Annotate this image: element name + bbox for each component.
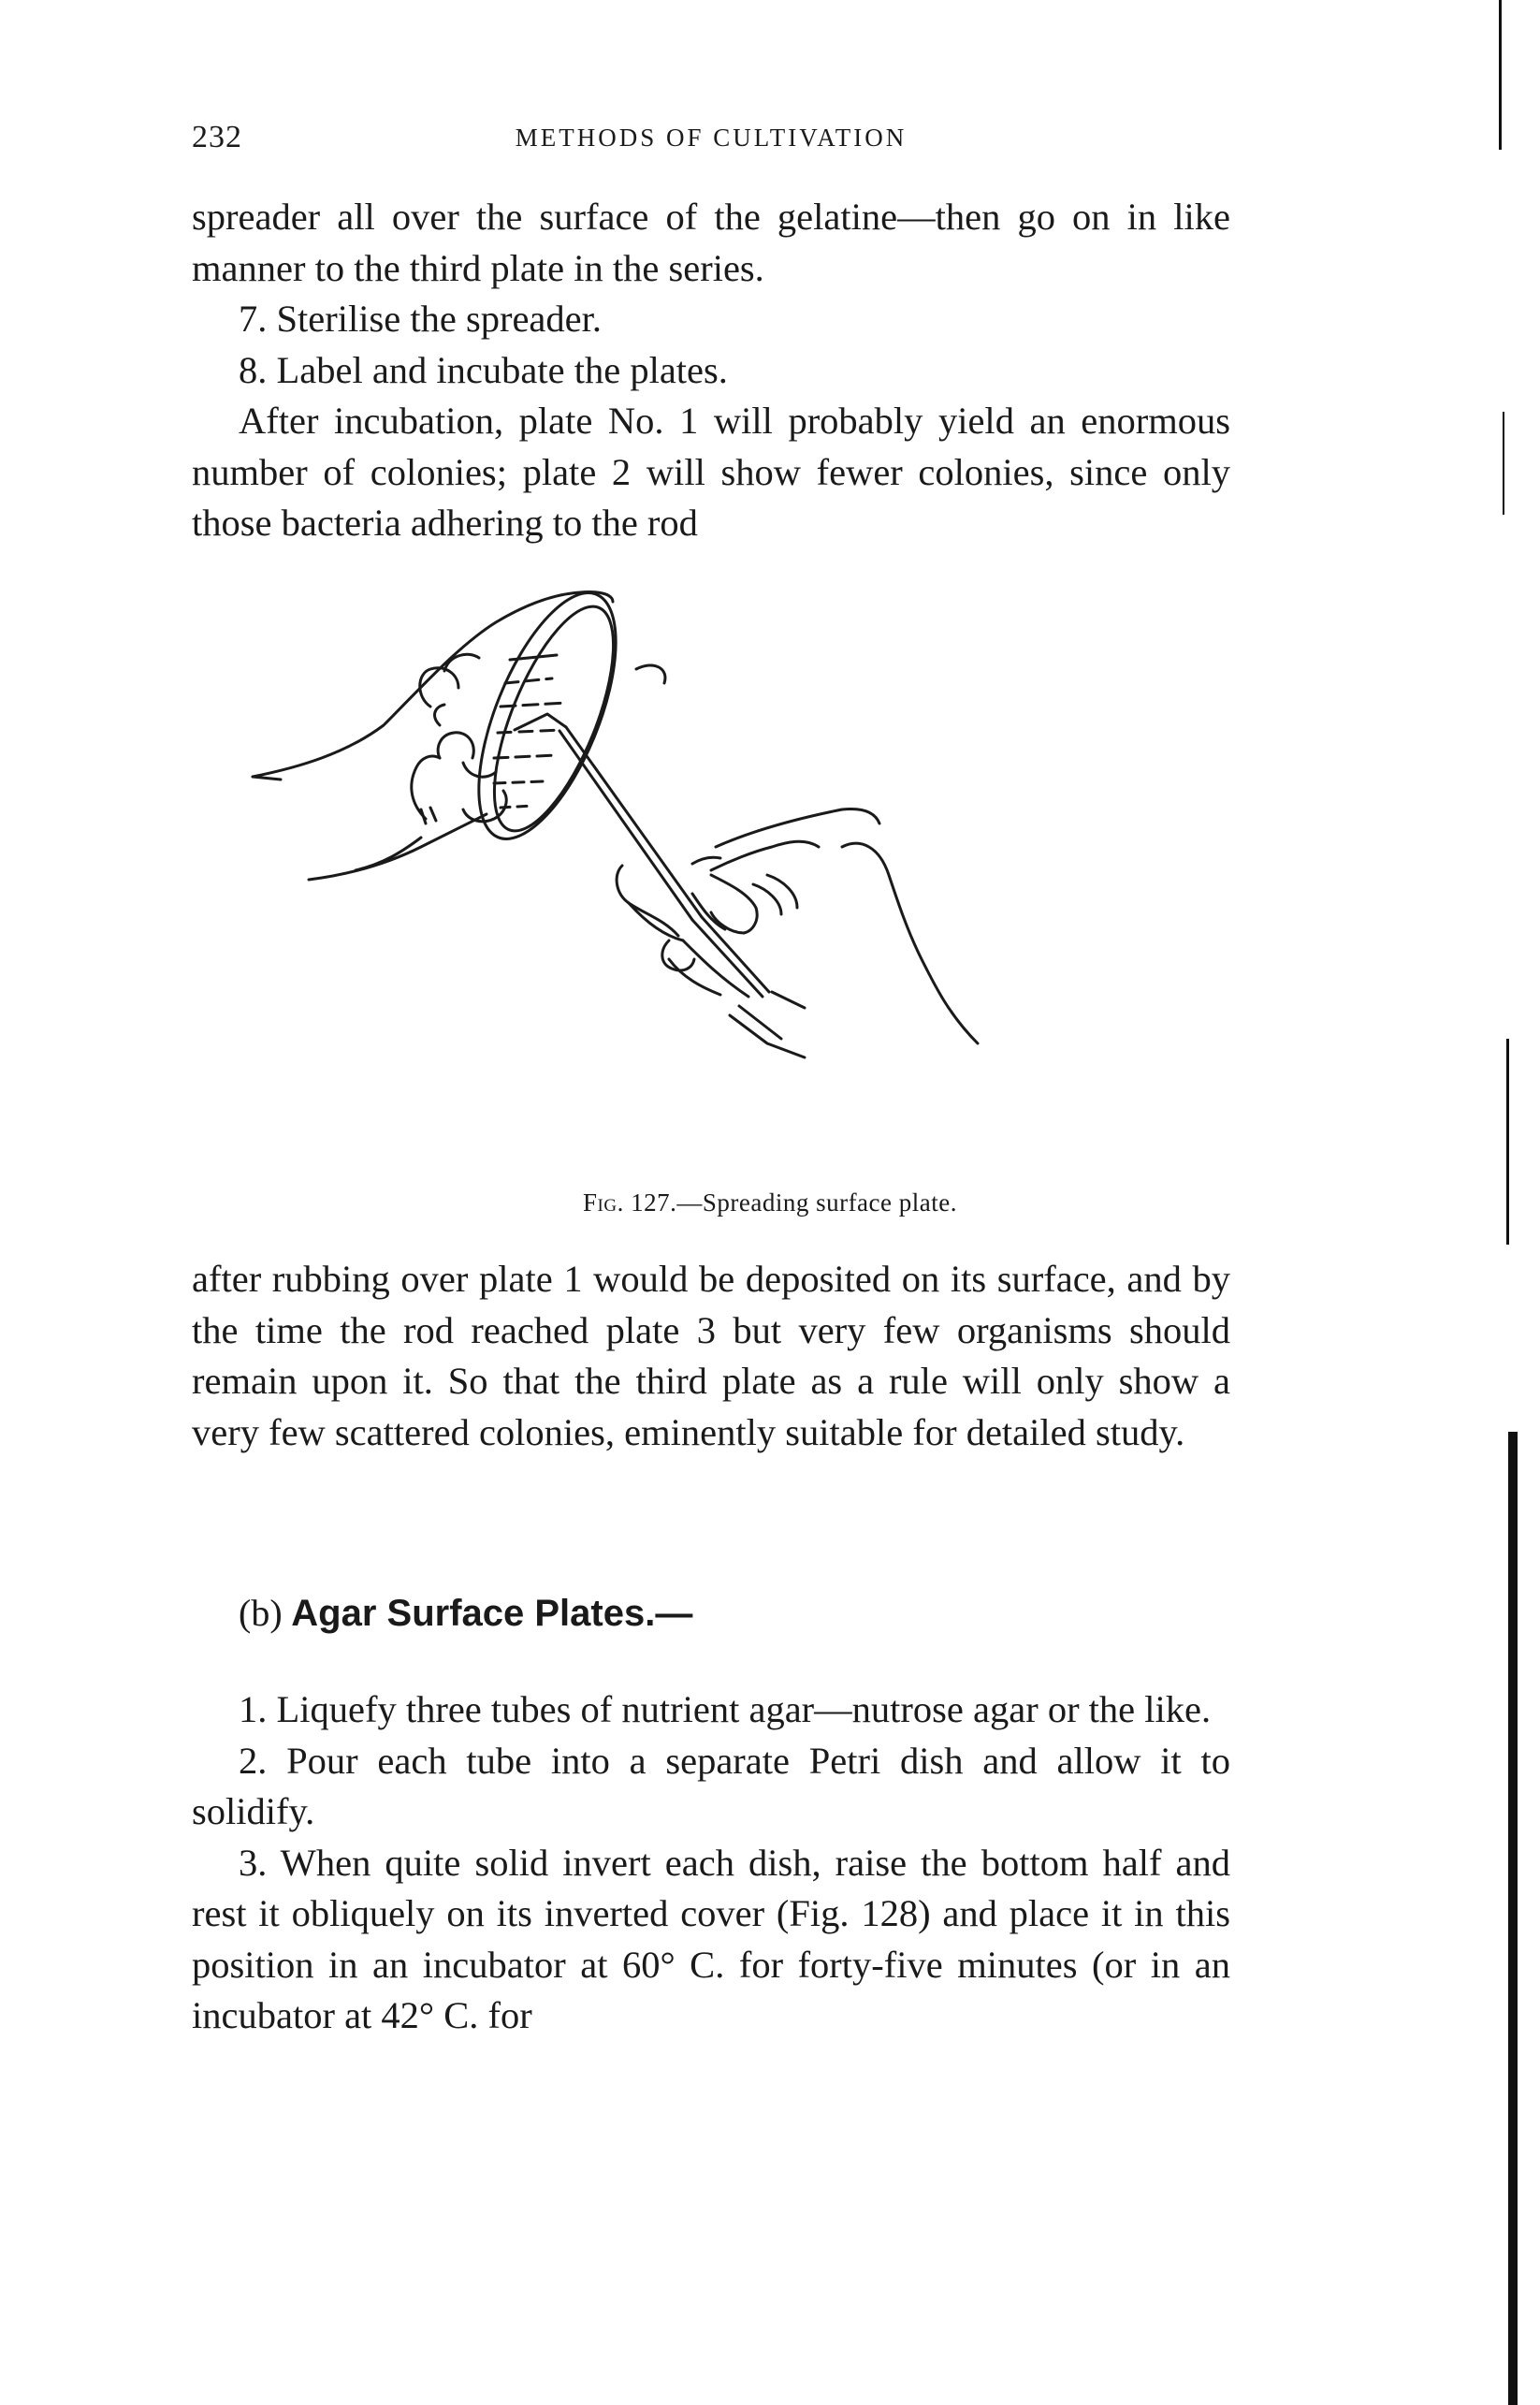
section-marker: (b) bbox=[239, 1592, 283, 1634]
scan-edge-mark-middle bbox=[1506, 1039, 1509, 1245]
middle-text-block bbox=[192, 1254, 1230, 1458]
section-heading bbox=[239, 1591, 692, 1635]
step-7: 7. Sterilise the spreader. bbox=[239, 298, 603, 340]
top-text-block bbox=[192, 192, 1230, 549]
agar-step-1: 1. Liquefy three tubes of nutrient agar—nutrose agar or the like. bbox=[239, 1688, 1212, 1730]
paragraph-after-rubbing: after rubbing over plate 1 would be deposited on its surface, and by the time the rod reached plate 3 but very few organisms should remain upon it. So that the third plate as a rule will only show a very few scattered colonies, eminently suitable for detailed study. bbox=[192, 1258, 1230, 1453]
figure-caption-label: Fig. 127. bbox=[583, 1188, 677, 1217]
paragraph-after-incubation: After incubation, plate No. 1 will probably yield an enormous number of colonies; plate 2 will show fewer colonies, since only those bacteria adhering to the rod bbox=[192, 400, 1230, 544]
figure-illustration bbox=[243, 566, 1188, 1184]
paragraph-continuation: spreader all over the surface of the gelatine—then go on in like manner to the third plate in the series. bbox=[192, 196, 1230, 289]
running-head bbox=[192, 120, 1230, 157]
page-number: 232 bbox=[192, 120, 242, 154]
hands-spreading-plate-illustration bbox=[243, 566, 1188, 1184]
agar-step-2: 2. Pour each tube into a separate Petri dish and allow it to solidify. bbox=[192, 1739, 1230, 1832]
figure-caption bbox=[0, 1188, 1540, 1217]
steps-block bbox=[192, 1684, 1230, 2042]
figure-caption-text: —Spreading surface plate. bbox=[676, 1188, 957, 1217]
running-title: METHODS OF CULTIVATION bbox=[515, 124, 908, 152]
section-title: Agar Surface Plates.— bbox=[291, 1593, 693, 1634]
scan-edge-mark-bottom bbox=[1508, 1432, 1518, 2405]
scan-edge-mark-top bbox=[1499, 0, 1502, 150]
scan-edge-mark-small bbox=[1503, 412, 1504, 515]
step-8: 8. Label and incubate the plates. bbox=[239, 348, 728, 391]
agar-step-3: 3. When quite solid invert each dish, raise the bottom half and rest it obliquely on its inverted cover (Fig. 128) and place it in this position in an incubator at 60° C. for forty-five minutes (or in an incubator at 42° C. for bbox=[192, 1841, 1230, 2036]
